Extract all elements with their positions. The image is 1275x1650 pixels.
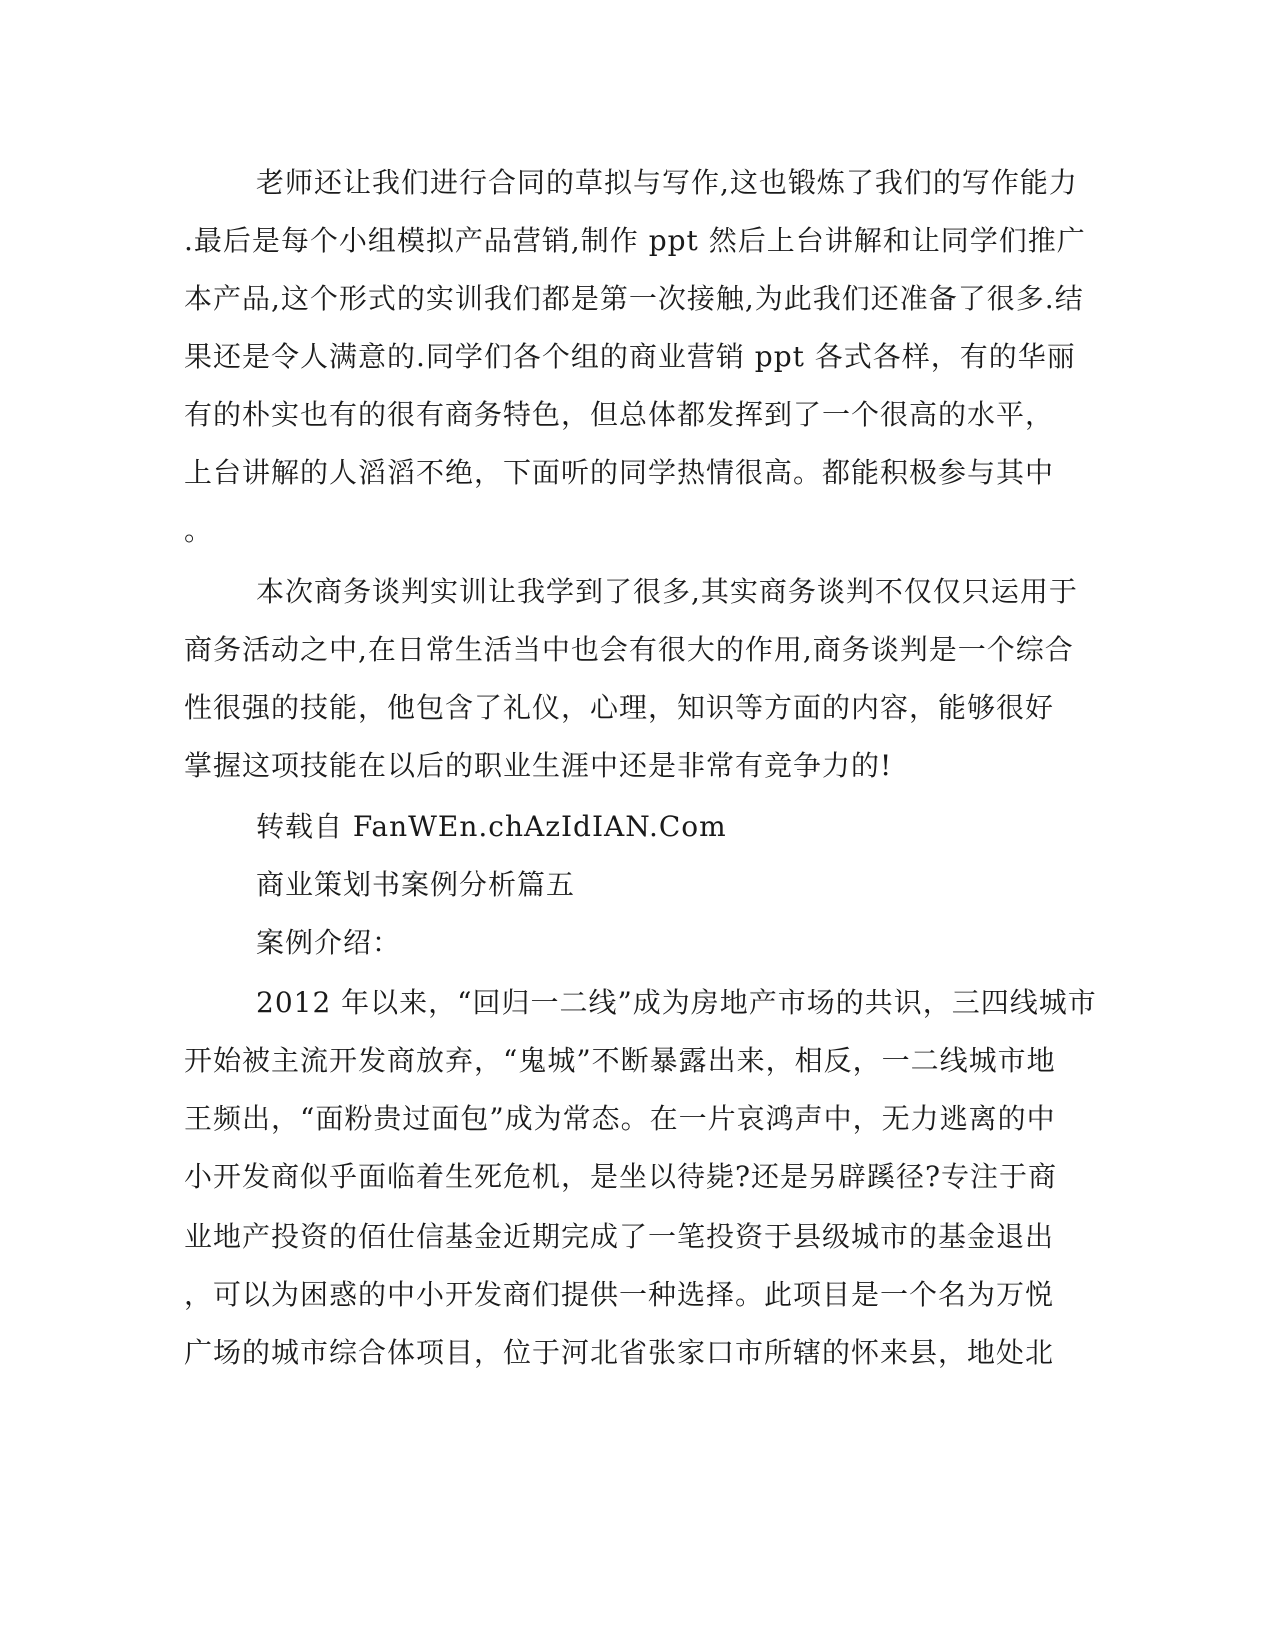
- body-text-line: 。: [184, 514, 214, 547]
- body-text-line: 老师还让我们进行合同的草拟与写作,这也锻炼了我们的写作能力: [256, 166, 1078, 199]
- body-text-line: ，可以为困惑的中小开发商们提供一种选择。此项目是一个名为万悦: [184, 1278, 1055, 1311]
- body-text-line: 上台讲解的人滔滔不绝，下面听的同学热情很高。都能积极参与其中: [184, 456, 1055, 489]
- body-text-line: 开始被主流开发商放弃，“鬼城”不断暴露出来，相反，一二线城市地: [184, 1044, 1056, 1077]
- body-text-line: 商务活动之中,在日常生活当中也会有很大的作用,商务谈判是一个综合: [184, 633, 1074, 666]
- subsection-heading: 案例介绍：: [256, 926, 402, 959]
- body-text-line: 果还是令人满意的.同学们各个组的商业营销 ppt 各式各样，有的华丽: [184, 340, 1076, 373]
- body-text-line: 本产品,这个形式的实训我们都是第一次接触,为此我们还准备了很多.结: [184, 282, 1084, 315]
- body-text-line: 王频出，“面粉贵过面包”成为常态。在一片哀鸿声中，无力逃离的中: [184, 1102, 1056, 1135]
- body-text-line: 有的朴实也有的很有商务特色，但总体都发挥到了一个很高的水平，: [184, 398, 1055, 431]
- body-text-line: 广场的城市综合体项目，位于河北省张家口市所辖的怀来县，地处北: [184, 1336, 1055, 1369]
- body-text-line: 业地产投资的佰仕信基金近期完成了一笔投资于县级城市的基金退出: [184, 1220, 1055, 1253]
- body-text-line: .最后是每个小组模拟产品营销,制作 ppt 然后上台讲解和让同学们推广: [184, 224, 1086, 257]
- body-text-line: 掌握这项技能在以后的职业生涯中还是非常有竞争力的!: [184, 749, 893, 782]
- body-text-line: 小开发商似乎面临着生死危机，是坐以待毙?还是另辟蹊径?专注于商: [184, 1160, 1058, 1193]
- body-text-line: 性很强的技能，他包含了礼仪，心理，知识等方面的内容，能够很好: [184, 691, 1055, 724]
- body-text-line: 本次商务谈判实训让我学到了很多,其实商务谈判不仅仅只运用于: [256, 575, 1078, 608]
- section-heading: 商业策划书案例分析篇五: [256, 868, 576, 901]
- body-text-line: 2012 年以来，“回归一二线”成为房地产市场的共识，三四线城市: [256, 986, 1097, 1019]
- source-note: 转载自 FanWEn.chAzIdIAN.Com: [256, 810, 727, 843]
